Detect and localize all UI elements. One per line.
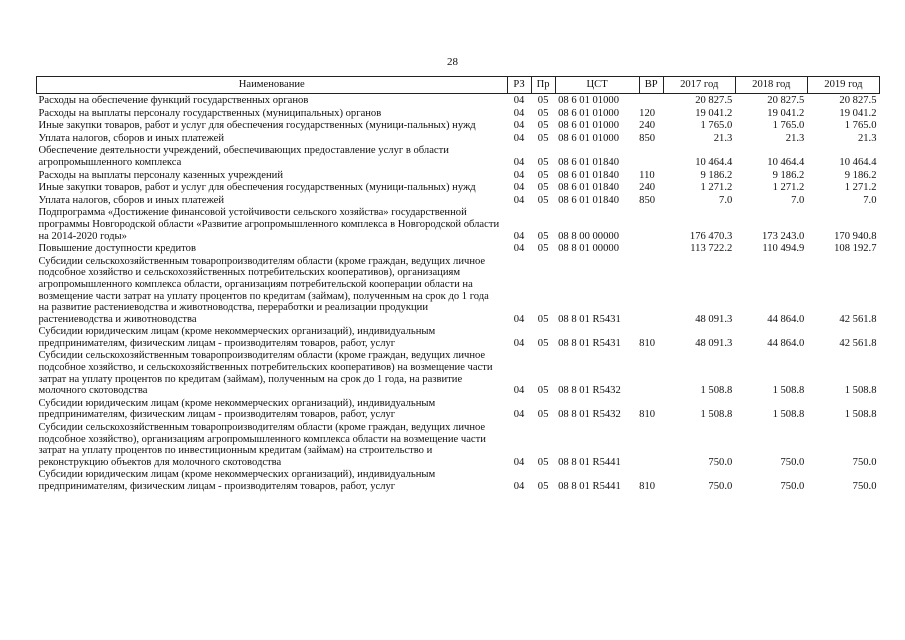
row-pr: 05 <box>537 243 549 255</box>
page-number: 28 <box>447 56 458 68</box>
row-name: Иные закупки товаров, работ и услуг для обеспечения государственных (муници-пальных) нужд <box>38 120 476 132</box>
row-2017: 7.0 <box>719 194 733 206</box>
row-name: Подпрограмма «Достижение финансовой устойчивости сельского хозяйства» государственной программы Новгородской области «Развитие агропромышленного комплекса в Новгородской области на 2014-2020 годы» <box>38 207 500 242</box>
row-name: Субсидии юридическим лицам (кроме некоммерческих организаций), индивидуальным предпринимателям, физическим лицам - производителям товаров, работ, услуг <box>38 469 436 492</box>
row-name: Субсидии сельскохозяйственным товаропроизводителям области (кроме граждан, ведущих личное подсобное хозяйство), организациям агропромышленного комплекса области на возмещение части затрат на уплату процентов по инвестиционным кредитам (займам) на строительство и реконструкцию объектов для молочного скотоводства <box>38 422 486 468</box>
row-2018: 7.0 <box>791 194 805 206</box>
table-body <box>37 94 880 493</box>
row-cst: 08 8 01 R5441 <box>558 481 621 492</box>
table-row <box>37 169 880 182</box>
row-2017: 21.3 <box>713 132 733 144</box>
row-2019: 9 186.2 <box>844 169 877 181</box>
row-pr: 05 <box>537 120 549 132</box>
header-vr: ВР <box>639 77 663 94</box>
row-name: Субсидии сельскохозяйственным товаропроизводителям области (кроме граждан, ведущих личное подсобное хозяйство, и сельскохозяйственных потребительских кооперативов) на возмещение части затрат на уплату процентов по кредитам (займам), полученным на срок до 1 года, на развитие молочного скотоводства <box>38 350 493 397</box>
row-2019: 10 464.4 <box>839 156 877 168</box>
row-vr: 810 <box>639 481 656 492</box>
row-cst: 08 6 01 01840 <box>558 194 619 206</box>
row-vr <box>639 242 663 255</box>
header-rz: РЗ <box>507 77 531 94</box>
row-cst: 08 6 01 01840 <box>558 156 619 168</box>
row-rz: 04 <box>513 169 525 181</box>
row-rz: 04 <box>513 132 525 144</box>
row-2018: 44 864.0 <box>767 337 805 349</box>
row-cst: 08 6 01 01000 <box>558 132 619 144</box>
row-rz: 04 <box>513 313 525 325</box>
row-name: Субсидии сельскохозяйственным товаропроизводителям области (кроме граждан, ведущих личное подсобное хозяйство и сельскохозяйственных потребительских кооперативов), организациям агропромышленного комплекса области, организациям потребительской кооперации области на возмещение части затрат на уплату процентов по кредитам (займам), полученным на срок до 1 года на развитие растениеводства и животноводства, переработки и реализации продукции растениеводства и животноводства <box>38 255 489 325</box>
row-2017: 48 091.3 <box>695 337 733 349</box>
row-cst: 08 8 01 R5432 <box>558 385 621 397</box>
table-row <box>37 206 880 242</box>
table-header-row <box>37 77 880 94</box>
row-name: Субсидии юридическим лицам (кроме некоммерческих организаций), индивидуальным предпринимателям, физическим лицам - производителям товаров, работ, услуг <box>38 326 436 349</box>
row-cst: 08 8 01 R5432 <box>558 409 621 421</box>
row-pr: 05 <box>537 95 549 106</box>
row-cst: 08 8 01 R5441 <box>558 456 621 468</box>
row-2018: 10 464.4 <box>767 156 805 168</box>
row-pr: 05 <box>537 132 549 144</box>
header-2018: 2018 год <box>735 77 807 94</box>
row-pr: 05 <box>537 456 549 468</box>
row-pr: 05 <box>537 182 549 194</box>
row-2017: 1 271.2 <box>700 182 733 194</box>
table-row <box>37 181 880 194</box>
row-vr: 810 <box>639 337 656 349</box>
row-vr <box>639 206 663 242</box>
row-2019: 19 041.2 <box>839 107 877 119</box>
header-2019: 2019 год <box>807 77 879 94</box>
table-row <box>37 119 880 132</box>
row-pr: 05 <box>537 313 549 325</box>
row-rz: 04 <box>513 243 525 255</box>
row-cst: 08 8 01 R5431 <box>558 337 621 349</box>
row-2018: 19 041.2 <box>767 107 805 119</box>
row-cst: 08 6 01 01000 <box>558 107 619 119</box>
row-2017: 176 470.3 <box>689 230 733 242</box>
row-2019: 42 561.8 <box>839 337 877 349</box>
row-rz: 04 <box>513 385 525 397</box>
row-pr: 05 <box>537 337 549 349</box>
row-2017: 19 041.2 <box>695 107 733 119</box>
row-2018: 750.0 <box>780 456 805 468</box>
table-row <box>37 132 880 145</box>
row-name: Расходы на выплаты персоналу казенных учреждений <box>38 169 283 181</box>
row-2019: 20 827.5 <box>839 95 877 106</box>
row-name: Субсидии юридическим лицам (кроме некоммерческих организаций), индивидуальным предпринимателям, физическим лицам - производителям товаров, работ, услуг <box>38 397 436 421</box>
table-row <box>37 94 880 107</box>
row-2019: 170 940.8 <box>834 230 877 242</box>
header-cst: ЦСТ <box>555 77 639 94</box>
row-cst: 08 6 01 01840 <box>558 182 619 194</box>
row-rz: 04 <box>513 156 525 168</box>
row-2018: 110 494.9 <box>762 243 805 255</box>
row-vr: 850 <box>639 194 656 206</box>
row-2017: 113 722.2 <box>690 243 733 255</box>
header-name: Наименование <box>37 77 508 94</box>
row-pr: 05 <box>537 169 549 181</box>
row-2019: 7.0 <box>863 194 877 206</box>
row-pr: 05 <box>537 385 549 397</box>
row-vr <box>639 421 663 468</box>
row-2017: 1 765.0 <box>700 120 733 132</box>
row-2018: 1 508.8 <box>772 409 805 421</box>
row-name: Расходы на обеспечение функций государственных органов <box>38 95 309 106</box>
row-pr: 05 <box>537 156 549 168</box>
row-2018: 21.3 <box>785 132 805 144</box>
row-2018: 20 827.5 <box>767 95 805 106</box>
table-row <box>37 421 880 468</box>
table-row <box>37 194 880 207</box>
row-2019: 750.0 <box>852 456 877 468</box>
row-2019: 1 765.0 <box>844 120 877 132</box>
row-rz: 04 <box>513 120 525 132</box>
row-name: Иные закупки товаров, работ и услуг для обеспечения государственных (муници-пальных) нужд <box>38 182 476 194</box>
row-pr: 05 <box>537 481 549 492</box>
row-2019: 108 192.7 <box>834 243 877 255</box>
table-row <box>37 107 880 120</box>
row-vr: 120 <box>639 107 656 119</box>
header-2017: 2017 год <box>663 77 735 94</box>
row-2019: 21.3 <box>857 132 877 144</box>
row-rz: 04 <box>513 230 525 242</box>
row-rz: 04 <box>513 95 525 106</box>
table-row <box>37 144 880 168</box>
row-vr <box>639 94 663 107</box>
row-rz: 04 <box>513 182 525 194</box>
row-2019: 1 508.8 <box>844 385 877 397</box>
row-vr: 240 <box>639 120 656 132</box>
row-name: Повышение доступности кредитов <box>38 243 196 255</box>
table-row <box>37 255 880 326</box>
row-vr: 810 <box>639 409 656 421</box>
row-cst: 08 6 01 01840 <box>558 169 619 181</box>
table-row <box>37 325 880 349</box>
row-cst: 08 6 01 01000 <box>558 95 619 106</box>
row-2019: 1 271.2 <box>844 182 877 194</box>
table-row <box>37 349 880 396</box>
budget-table <box>36 76 880 493</box>
row-2019: 1 508.8 <box>844 409 877 421</box>
table-row <box>37 468 880 492</box>
row-2019: 750.0 <box>852 481 877 492</box>
row-vr: 110 <box>639 169 655 181</box>
row-rz: 04 <box>513 337 525 349</box>
row-vr <box>639 144 663 168</box>
row-cst: 08 8 01 00000 <box>558 243 619 255</box>
row-2018: 1 765.0 <box>772 120 805 132</box>
row-name: Расходы на выплаты персоналу государственных (муниципальных) органов <box>38 107 382 119</box>
row-rz: 04 <box>513 107 525 119</box>
row-2017: 9 186.2 <box>700 169 733 181</box>
row-2018: 44 864.0 <box>767 313 805 325</box>
row-pr: 05 <box>537 194 549 206</box>
row-2017: 10 464.4 <box>695 156 733 168</box>
row-vr: 850 <box>639 132 656 144</box>
row-2018: 750.0 <box>780 481 805 492</box>
row-cst: 08 6 01 01000 <box>558 120 619 132</box>
row-cst: 08 8 01 R5431 <box>558 313 621 325</box>
row-cst: 08 8 00 00000 <box>558 230 619 242</box>
row-2017: 750.0 <box>708 456 733 468</box>
row-2017: 750.0 <box>708 481 733 492</box>
row-rz: 04 <box>513 456 525 468</box>
row-rz: 04 <box>513 194 525 206</box>
row-rz: 04 <box>513 481 525 492</box>
table-row <box>37 397 880 421</box>
row-pr: 05 <box>537 409 549 421</box>
table-row <box>37 242 880 255</box>
row-vr: 240 <box>639 182 656 194</box>
row-2018: 9 186.2 <box>772 169 805 181</box>
row-2017: 1 508.8 <box>700 385 733 397</box>
row-name: Уплата налогов, сборов и иных платежей <box>38 194 225 206</box>
header-pr: Пр <box>531 77 555 94</box>
row-vr <box>639 349 663 396</box>
row-2018: 1 508.8 <box>772 385 805 397</box>
row-name: Обеспечение деятельности учреждений, обеспечивающих предоставление услуг в области агропромышленного комплекса <box>38 145 449 168</box>
row-pr: 05 <box>537 230 549 242</box>
row-2017: 20 827.5 <box>695 95 733 106</box>
row-rz: 04 <box>513 409 525 421</box>
row-2017: 1 508.8 <box>700 409 733 421</box>
row-2018: 173 243.0 <box>761 230 805 242</box>
row-vr <box>639 255 663 326</box>
row-2018: 1 271.2 <box>772 182 805 194</box>
row-pr: 05 <box>537 107 549 119</box>
row-2017: 48 091.3 <box>695 313 733 325</box>
row-name: Уплата налогов, сборов и иных платежей <box>38 132 225 144</box>
row-2019: 42 561.8 <box>839 313 877 325</box>
